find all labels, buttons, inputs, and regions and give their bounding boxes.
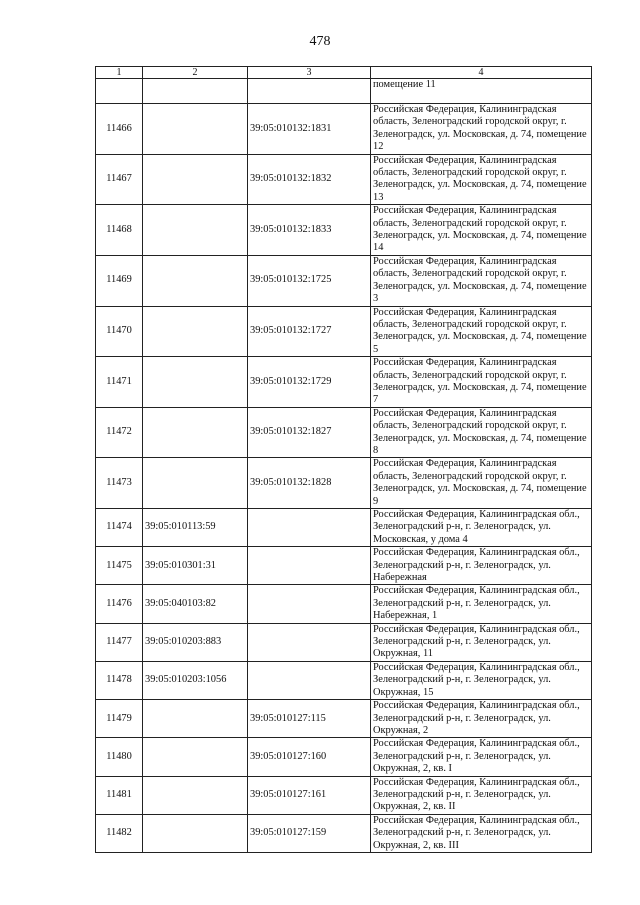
cadastral-number-b: 39:05:010132:1833 [248, 205, 371, 256]
address-cell: Российская Федерация, Калининградская обл., Зеленоградский р-н, г. Зеленоградск, ул. Окружная, 15 [371, 661, 592, 699]
table-row [96, 623, 592, 661]
table-row [96, 738, 592, 776]
row-number: 11481 [96, 776, 143, 814]
cadastral-number-a [143, 255, 248, 306]
table-row [96, 776, 592, 814]
address-cell: Российская Федерация, Калининградская обл., Зеленоградский р-н, г. Зеленоградск, ул. Московская, у дома 4 [371, 509, 592, 547]
address-cell: помещение 11 [371, 79, 592, 104]
address-cell: Российская Федерация, Калининградская обл., Зеленоградский р-н, г. Зеленоградск, ул. Набережная [371, 547, 592, 585]
cadastral-number-a: 39:05:010203:883 [143, 623, 248, 661]
row-number: 11477 [96, 623, 143, 661]
column-number-3: 3 [248, 67, 371, 79]
address-cell: Российская Федерация, Калининградская область, Зеленоградский городской округ, г. Зеленоградск, ул. Московская, д. 74, помещение 7 [371, 357, 592, 408]
address-cell: Российская Федерация, Калининградская обл., Зеленоградский р-н, г. Зеленоградск, ул. Окружная, 2, кв. II [371, 776, 592, 814]
row-number: 11470 [96, 306, 143, 357]
address-cell: Российская Федерация, Калининградская область, Зеленоградский городской округ, г. Зеленоградск, ул. Московская, д. 74, помещение 13 [371, 154, 592, 205]
table-row [96, 458, 592, 509]
table-row [96, 585, 592, 623]
cadastral-number-b: 39:05:010127:160 [248, 738, 371, 776]
row-number: 11471 [96, 357, 143, 408]
table-row [96, 357, 592, 408]
row-number: 11482 [96, 814, 143, 852]
row-number: 11474 [96, 509, 143, 547]
address-cell: Российская Федерация, Калининградская обл., Зеленоградский р-н, г. Зеленоградск, ул. Окружная, 2, кв. I [371, 738, 592, 776]
cadastral-number-b: 39:05:010127:115 [248, 700, 371, 738]
column-number-2: 2 [143, 67, 248, 79]
table-row [96, 104, 592, 155]
column-number-row [96, 67, 592, 79]
row-number: 11472 [96, 407, 143, 458]
continuation-row [96, 79, 592, 104]
address-cell: Российская Федерация, Калининградская область, Зеленоградский городской округ, г. Зеленоградск, ул. Московская, д. 74, помещение 3 [371, 255, 592, 306]
cadastral-number-a: 39:05:010113:59 [143, 509, 248, 547]
table-row [96, 547, 592, 585]
table-row [96, 306, 592, 357]
row-number: 11468 [96, 205, 143, 256]
table-row [96, 205, 592, 256]
row-number [96, 79, 143, 104]
address-cell: Российская Федерация, Калининградская обл., Зеленоградский р-н, г. Зеленоградск, ул. Окружная, 2, кв. III [371, 814, 592, 852]
address-cell: Российская Федерация, Калининградская область, Зеленоградский городской округ, г. Зеленоградск, ул. Московская, д. 74, помещение 9 [371, 458, 592, 509]
row-number: 11480 [96, 738, 143, 776]
table-row [96, 814, 592, 852]
cadastral-number-b [248, 623, 371, 661]
table-row [96, 509, 592, 547]
row-number: 11473 [96, 458, 143, 509]
cadastral-number-b: 39:05:010132:1727 [248, 306, 371, 357]
cadastral-number-b: 39:05:010132:1725 [248, 255, 371, 306]
cadastral-number-b [248, 585, 371, 623]
cadastral-number-b: 39:05:010132:1832 [248, 154, 371, 205]
row-number: 11476 [96, 585, 143, 623]
address-cell: Российская Федерация, Калининградская область, Зеленоградский городской округ, г. Зеленоградск, ул. Московская, д. 74, помещение 12 [371, 104, 592, 155]
table-row [96, 407, 592, 458]
cadastral-number-a: 39:05:010301:31 [143, 547, 248, 585]
cadastral-number-b [248, 547, 371, 585]
address-cell: Российская Федерация, Калининградская область, Зеленоградский городской округ, г. Зеленоградск, ул. Московская, д. 74, помещение 14 [371, 205, 592, 256]
cadastral-number-a [143, 776, 248, 814]
table-row [96, 154, 592, 205]
column-number-4: 4 [371, 67, 592, 79]
row-number: 11466 [96, 104, 143, 155]
row-number: 11467 [96, 154, 143, 205]
cadastral-number-a [143, 357, 248, 408]
cadastral-number-a [143, 407, 248, 458]
cadastral-number-a [143, 154, 248, 205]
table-row [96, 661, 592, 699]
address-cell: Российская Федерация, Калининградская область, Зеленоградский городской округ, г. Зеленоградск, ул. Московская, д. 74, помещение 8 [371, 407, 592, 458]
cadastral-number-a: 39:05:010203:1056 [143, 661, 248, 699]
cadastral-number-b: 39:05:010132:1827 [248, 407, 371, 458]
cadastral-number-b: 39:05:010127:161 [248, 776, 371, 814]
row-number: 11469 [96, 255, 143, 306]
cadastral-number-a [143, 79, 248, 104]
cadastral-number-a [143, 738, 248, 776]
cadastral-number-a [143, 814, 248, 852]
address-cell: Российская Федерация, Калининградская обл., Зеленоградский р-н, г. Зеленоградск, ул. Окружная, 11 [371, 623, 592, 661]
address-cell: Российская Федерация, Калининградская область, Зеленоградский городской округ, г. Зеленоградск, ул. Московская, д. 74, помещение 5 [371, 306, 592, 357]
row-number: 11479 [96, 700, 143, 738]
row-number: 11475 [96, 547, 143, 585]
cadastral-number-a [143, 306, 248, 357]
cadastral-number-a [143, 458, 248, 509]
table-row [96, 255, 592, 306]
cadastral-number-a [143, 700, 248, 738]
row-number: 11478 [96, 661, 143, 699]
address-cell: Российская Федерация, Калининградская обл., Зеленоградский р-н, г. Зеленоградск, ул. Набережная, 1 [371, 585, 592, 623]
table-row [96, 700, 592, 738]
cadastral-number-b: 39:05:010127:159 [248, 814, 371, 852]
column-number-1: 1 [96, 67, 143, 79]
cadastral-number-b: 39:05:010132:1729 [248, 357, 371, 408]
cadastral-number-b [248, 79, 371, 104]
cadastral-number-a [143, 104, 248, 155]
cadastral-number-a: 39:05:040103:82 [143, 585, 248, 623]
cadastral-number-b: 39:05:010132:1828 [248, 458, 371, 509]
cadastral-number-b [248, 509, 371, 547]
registry-table [95, 66, 592, 853]
cadastral-number-b [248, 661, 371, 699]
address-cell: Российская Федерация, Калининградская обл., Зеленоградский р-н, г. Зеленоградск, ул. Окружная, 2 [371, 700, 592, 738]
cadastral-number-a [143, 205, 248, 256]
registry-rows [96, 104, 592, 853]
page-number: 478 [309, 34, 331, 49]
cadastral-number-b: 39:05:010132:1831 [248, 104, 371, 155]
